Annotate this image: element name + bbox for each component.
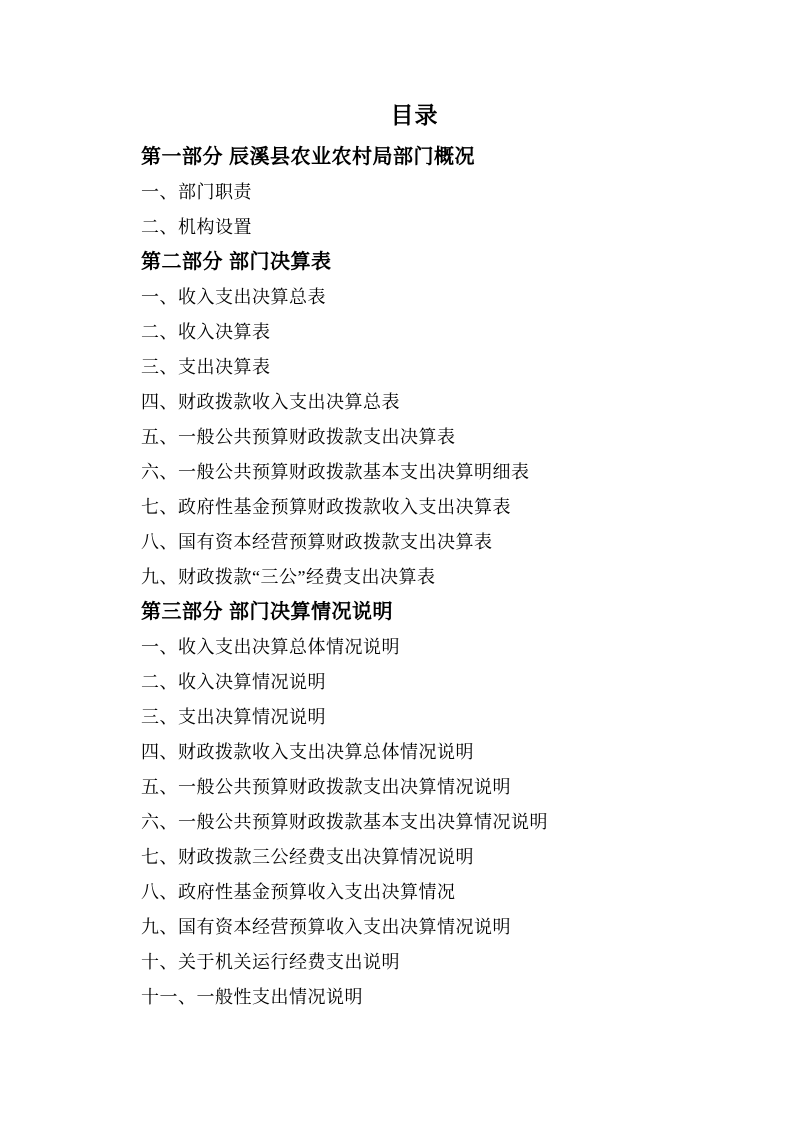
- toc-title: 目录: [390, 102, 439, 128]
- toc-item: 二、机构设置: [141, 217, 252, 237]
- toc-item: 四、财政拨款收入支出决算总体情况说明: [141, 742, 474, 762]
- toc-item: 八、国有资本经营预算财政拨款支出决算表: [141, 532, 493, 552]
- toc-item: 三、支出决算情况说明: [141, 707, 326, 727]
- toc-item: 十、关于机关运行经费支出说明: [141, 952, 400, 972]
- toc-item: 五、一般公共预算财政拨款支出决算情况说明: [141, 777, 511, 797]
- toc-item: 三、支出决算表: [141, 357, 271, 377]
- toc-item: 七、政府性基金预算财政拨款收入支出决算表: [141, 497, 511, 517]
- toc-item: 九、财政拨款“三公”经费支出决算表: [141, 567, 436, 587]
- toc-item: 六、一般公共预算财政拨款基本支出决算情况说明: [141, 812, 548, 832]
- section-heading-part1: 第一部分 辰溪县农业农村局部门概况: [141, 146, 476, 168]
- toc-item: 九、国有资本经营预算收入支出决算情况说明: [141, 917, 511, 937]
- section-heading-part2: 第二部分 部门决算表: [141, 251, 332, 273]
- toc-item: 一、部门职责: [141, 182, 252, 202]
- toc-item: 一、收入支出决算总体情况说明: [141, 637, 400, 657]
- toc-item: 二、收入决算表: [141, 322, 271, 342]
- section-heading-part3: 第三部分 部门决算情况说明: [141, 601, 394, 623]
- toc-item: 二、收入决算情况说明: [141, 672, 326, 692]
- toc-item: 一、收入支出决算总表: [141, 287, 326, 307]
- toc-item: 八、政府性基金预算收入支出决算情况: [141, 882, 456, 902]
- toc-item: 十一、一般性支出情况说明: [141, 987, 363, 1007]
- toc-item: 七、财政拨款三公经费支出决算情况说明: [141, 847, 474, 867]
- toc-item: 四、财政拨款收入支出决算总表: [141, 392, 400, 412]
- toc-item: 六、一般公共预算财政拨款基本支出决算明细表: [141, 462, 530, 482]
- toc-item: 五、一般公共预算财政拨款支出决算表: [141, 427, 456, 447]
